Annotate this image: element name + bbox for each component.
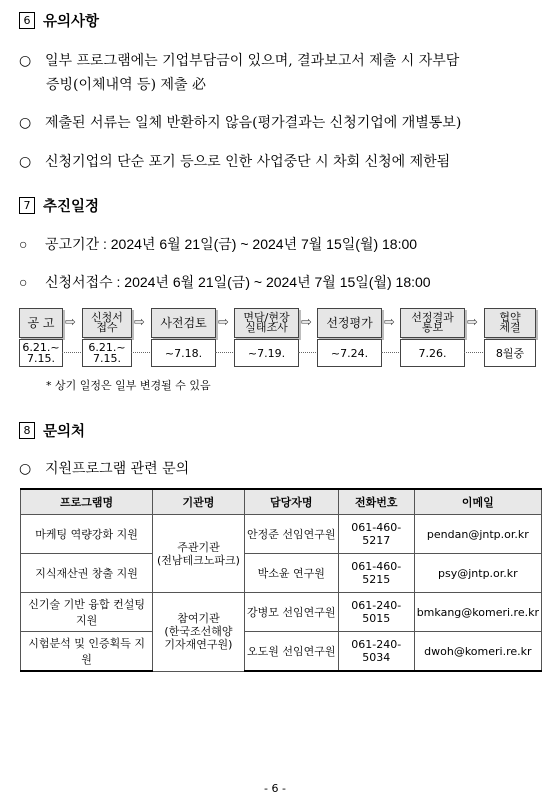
section-7-heading	[19, 195, 99, 216]
phone-cell: 061-460-5215	[338, 554, 414, 593]
contact-intro-text: 지원프로그램 관련 문의	[45, 461, 190, 477]
flow-step-agreement: 협약 체결	[484, 308, 536, 338]
table-header-row	[21, 489, 542, 515]
flow-date-site-survey: ~7.19.	[234, 339, 299, 367]
schedule-line-announcement	[19, 234, 417, 254]
bullet-circle: ○	[19, 53, 32, 69]
flow-date-evaluation: ~7.24.	[317, 339, 382, 367]
contact-person-cell: 안정준 선임연구원	[244, 515, 338, 554]
table-row	[21, 632, 542, 672]
phone-cell: 061-240-5034	[338, 632, 414, 672]
email-cell: pendan@jntp.or.kr	[414, 515, 541, 554]
table-row	[21, 515, 542, 554]
table-row	[21, 593, 542, 632]
bullet-circle: ○	[19, 236, 28, 252]
program-cell: 시험분석 및 인증획득 지원	[21, 632, 153, 672]
section-number-box: 6	[19, 12, 35, 29]
flow-dotted-connector	[131, 352, 150, 353]
contact-intro	[19, 458, 189, 478]
section-title: 문의처	[43, 424, 86, 440]
section-8-heading	[19, 420, 85, 441]
email-cell: dwoh@komeri.re.kr	[414, 632, 541, 672]
flow-arrow-icon: ⇨	[301, 315, 312, 330]
organization-cell: 참여기관 (한국조선해양 기자재연구원)	[153, 593, 244, 672]
email-cell: bmkang@komeri.re.kr	[414, 593, 541, 632]
flow-step-application: 신청서 접수	[82, 308, 132, 338]
header-program: 프로그램명	[21, 489, 153, 515]
flow-date-result-notice: 7.26.	[400, 339, 465, 367]
program-cell: 마케팅 역량강화 지원	[21, 515, 153, 554]
flow-arrow-icon: ⇨	[218, 315, 229, 330]
flow-step-pre-review: 사전검토	[151, 308, 216, 338]
section-number-box: 8	[19, 422, 35, 439]
program-cell: 지식재산권 창출 지원	[21, 554, 153, 593]
bullet-circle: ○	[19, 154, 32, 170]
contact-person-cell: 박소윤 연구원	[244, 554, 338, 593]
notice-text: 제출된 서류는 일체 반환하지 않음(평가결과는 신청기업에 개별통보)	[45, 115, 462, 131]
flow-dotted-connector	[215, 352, 233, 353]
flow-arrow-icon: ⇨	[384, 315, 395, 330]
schedule-change-note: * 상기 일정은 일부 변경될 수 있음	[46, 379, 211, 392]
notice-item-1-continuation: 증빙(이체내역 등) 제출 必	[46, 77, 206, 93]
flow-dotted-connector	[381, 352, 399, 353]
flow-arrow-icon: ⇨	[467, 315, 478, 330]
flow-step-site-survey: 면담/현장 실태조사	[234, 308, 299, 338]
flow-arrow-icon: ⇨	[134, 315, 145, 330]
email-cell: psy@jntp.or.kr	[414, 554, 541, 593]
bullet-circle: ○	[19, 115, 32, 131]
flow-dotted-connector	[298, 352, 316, 353]
schedule-line-application	[19, 272, 431, 292]
organization-cell: 주관기관 (전남테크노파크)	[153, 515, 244, 593]
phone-cell: 061-460-5217	[338, 515, 414, 554]
schedule-text: 신청서접수 : 2024년 6월 21일(금) ~ 2024년 7월 15일(월) 18:00	[45, 274, 431, 290]
contact-person-cell: 강병모 선임연구원	[244, 593, 338, 632]
header-contact-person: 담당자명	[244, 489, 338, 515]
bullet-circle: ○	[19, 274, 28, 290]
notice-text: 신청기업의 단순 포기 등으로 인한 사업중단 시 차회 신청에 제한됨	[45, 154, 451, 170]
program-cell: 신기술 기반 융합 컨설팅 지원	[21, 593, 153, 632]
section-number-box: 7	[19, 197, 35, 214]
flow-step-evaluation: 선정평가	[317, 308, 382, 338]
table-row	[21, 554, 542, 593]
flow-step-result-notice: 선정결과 통보	[400, 308, 465, 338]
notice-item-3	[19, 151, 450, 171]
section-6-heading	[19, 10, 99, 31]
section-title: 추진일정	[43, 199, 100, 215]
bullet-circle: ○	[19, 461, 32, 477]
section-title: 유의사항	[43, 14, 100, 30]
flow-date-application: 6.21.~ 7.15.	[82, 339, 132, 367]
flow-dotted-connector	[464, 352, 483, 353]
page-number: - 6 -	[264, 782, 286, 795]
flow-arrow-icon: ⇨	[65, 315, 76, 330]
flow-date-agreement: 8월중	[484, 339, 536, 367]
phone-cell: 061-240-5015	[338, 593, 414, 632]
header-phone: 전화번호	[338, 489, 414, 515]
notice-item-1	[19, 50, 459, 70]
header-organization: 기관명	[153, 489, 244, 515]
flow-dotted-connector	[62, 352, 81, 353]
contact-table	[20, 488, 542, 672]
notice-text: 일부 프로그램에는 기업부담금이 있으며, 결과보고서 제출 시 자부담	[45, 53, 460, 69]
flow-step-announcement: 공 고	[19, 308, 63, 338]
contact-person-cell: 오도원 선임연구원	[244, 632, 338, 672]
flow-date-announcement: 6.21.~ 7.15.	[19, 339, 63, 367]
schedule-text: 공고기간 : 2024년 6월 21일(금) ~ 2024년 7월 15일(월) 18:00	[45, 236, 418, 252]
notice-item-2	[19, 112, 461, 132]
flow-date-pre-review: ~7.18.	[151, 339, 216, 367]
header-email: 이메일	[414, 489, 541, 515]
